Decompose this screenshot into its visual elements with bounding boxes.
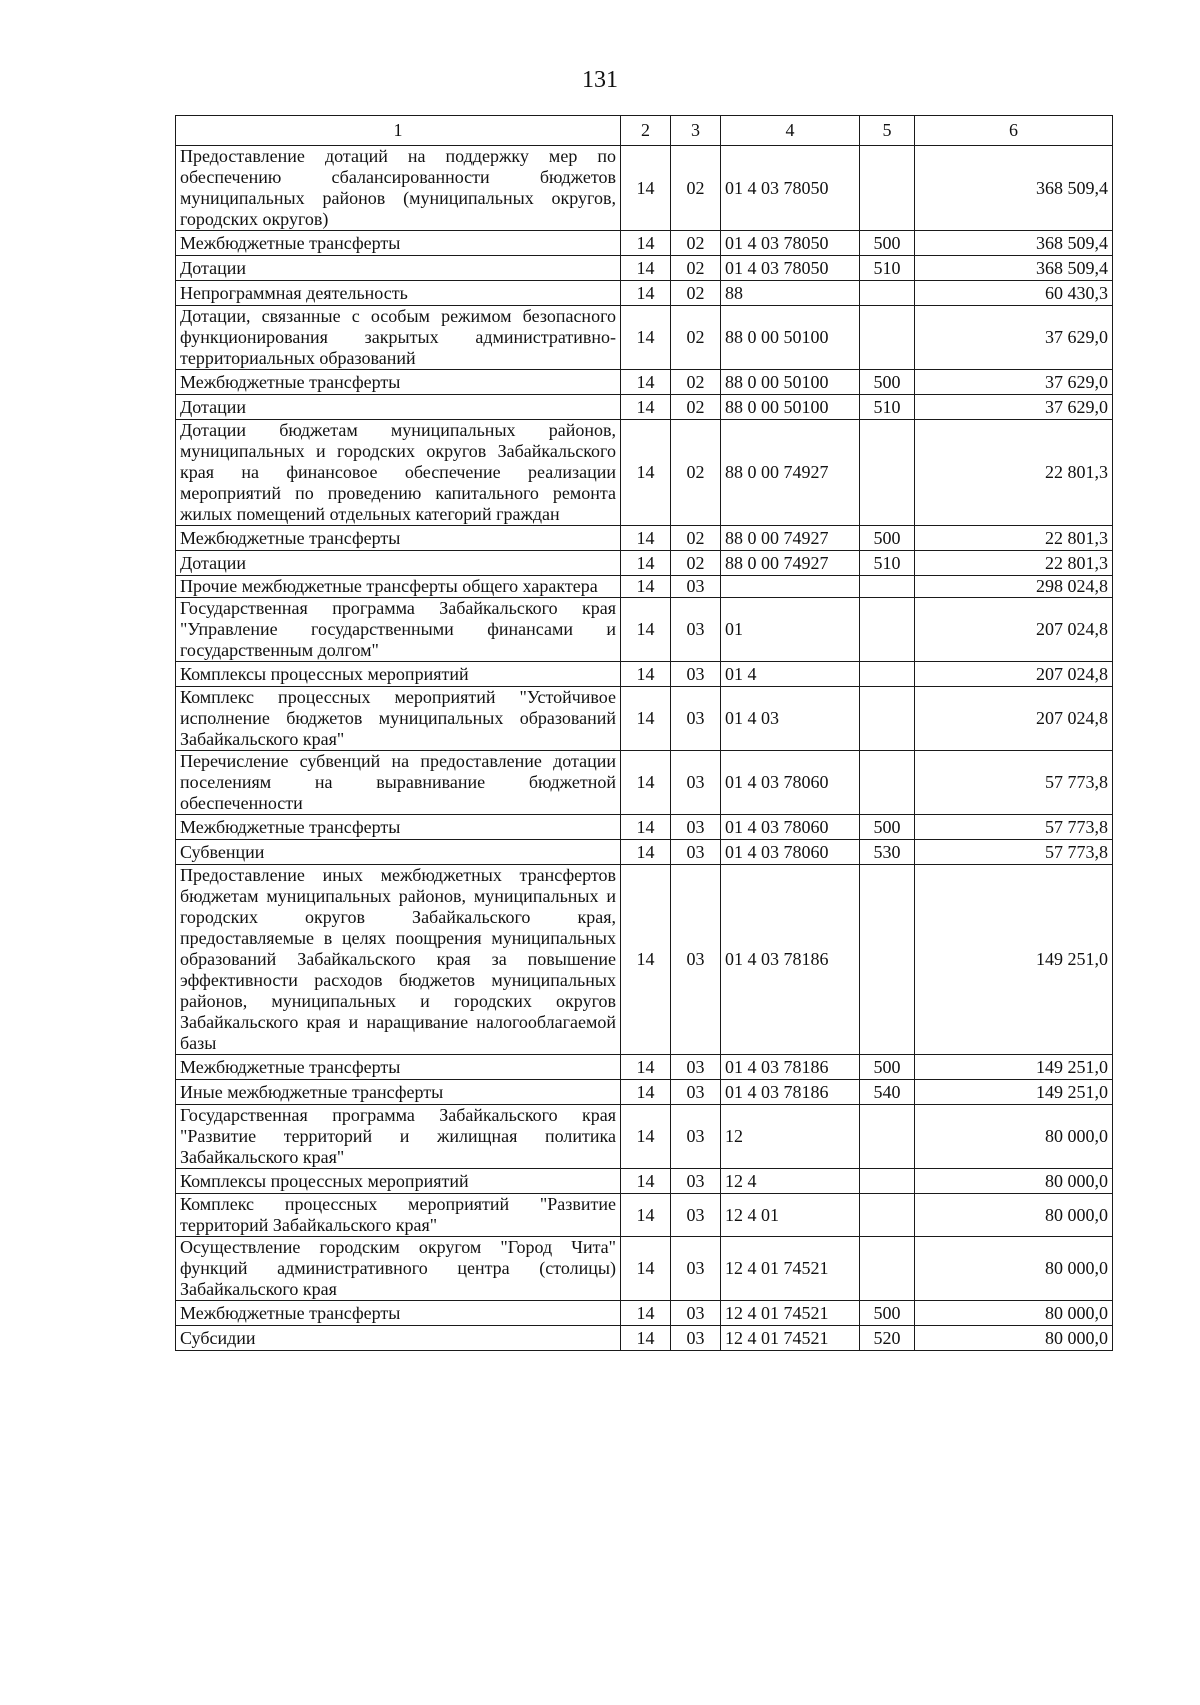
expense-type-code: 500 — [860, 815, 915, 840]
subsection-code: 03 — [671, 1194, 721, 1237]
section-code: 14 — [621, 1194, 671, 1237]
section-code: 14 — [621, 395, 671, 420]
subsection-code: 02 — [671, 370, 721, 395]
expense-type-code — [860, 598, 915, 662]
section-code: 14 — [621, 526, 671, 551]
amount: 80 000,0 — [915, 1194, 1113, 1237]
column-header: 3 — [671, 116, 721, 146]
expense-name: Комплексы процессных мероприятий — [176, 1169, 621, 1194]
subsection-code: 03 — [671, 1105, 721, 1169]
expense-type-code: 500 — [860, 526, 915, 551]
amount: 368 509,4 — [915, 256, 1113, 281]
expense-name: Дотации — [176, 256, 621, 281]
table-row — [176, 420, 1113, 526]
target-article-code: 12 4 01 74521 — [721, 1326, 860, 1351]
target-article-code: 01 — [721, 598, 860, 662]
target-article-code: 12 4 01 — [721, 1194, 860, 1237]
subsection-code: 03 — [671, 815, 721, 840]
amount: 368 509,4 — [915, 231, 1113, 256]
subsection-code: 03 — [671, 576, 721, 598]
subsection-code: 02 — [671, 395, 721, 420]
expense-type-code: 510 — [860, 395, 915, 420]
target-article-code: 88 0 00 50100 — [721, 306, 860, 370]
section-code: 14 — [621, 576, 671, 598]
target-article-code: 88 0 00 74927 — [721, 551, 860, 576]
amount: 80 000,0 — [915, 1237, 1113, 1301]
page-number: 131 — [582, 67, 618, 93]
section-code: 14 — [621, 815, 671, 840]
target-article-code: 12 — [721, 1105, 860, 1169]
section-code: 14 — [621, 865, 671, 1055]
table-row — [176, 395, 1113, 420]
expense-type-code — [860, 751, 915, 815]
subsection-code: 03 — [671, 1326, 721, 1351]
expense-name: Межбюджетные трансферты — [176, 231, 621, 256]
subsection-code: 03 — [671, 1055, 721, 1080]
expense-name: Межбюджетные трансферты — [176, 1055, 621, 1080]
amount: 60 430,3 — [915, 281, 1113, 306]
expense-name: Иные межбюджетные трансферты — [176, 1080, 621, 1105]
expense-type-code — [860, 306, 915, 370]
expense-name: Субсидии — [176, 1326, 621, 1351]
section-code: 14 — [621, 751, 671, 815]
table-row — [176, 687, 1113, 751]
amount: 207 024,8 — [915, 598, 1113, 662]
expense-type-code — [860, 1237, 915, 1301]
subsection-code: 02 — [671, 551, 721, 576]
table-row — [176, 1105, 1113, 1169]
table-row — [176, 598, 1113, 662]
amount: 57 773,8 — [915, 751, 1113, 815]
target-article-code: 01 4 03 78060 — [721, 815, 860, 840]
expense-type-code: 510 — [860, 551, 915, 576]
section-code: 14 — [621, 146, 671, 231]
expense-type-code: 520 — [860, 1326, 915, 1351]
expense-type-code — [860, 281, 915, 306]
table-row — [176, 815, 1113, 840]
subsection-code: 02 — [671, 281, 721, 306]
section-code: 14 — [621, 281, 671, 306]
expense-type-code — [860, 865, 915, 1055]
section-code: 14 — [621, 256, 671, 281]
subsection-code: 03 — [671, 662, 721, 687]
amount: 57 773,8 — [915, 815, 1113, 840]
expense-name: Межбюджетные трансферты — [176, 815, 621, 840]
expense-name: Дотации, связанные с особым режимом безопасного функционирования закрытых административно-территориальных образований — [176, 306, 621, 370]
expense-name: Предоставление иных межбюджетных трансфертов бюджетам муниципальных районов, муниципальных и городских округов Забайкальского края, предоставляемые в целях поощрения муниципальных образований Забайкальского края за повышение эффективности расходов бюджетов муниципальных районов, муниципальных и городских округов Забайкальского края и наращивание налогооблагаемой базы — [176, 865, 621, 1055]
table-row — [176, 840, 1113, 865]
column-header: 6 — [915, 116, 1113, 146]
section-code: 14 — [621, 1326, 671, 1351]
section-code: 14 — [621, 1169, 671, 1194]
section-code: 14 — [621, 306, 671, 370]
target-article-code: 88 0 00 74927 — [721, 420, 860, 526]
expense-name: Межбюджетные трансферты — [176, 1301, 621, 1326]
section-code: 14 — [621, 370, 671, 395]
expense-type-code: 510 — [860, 256, 915, 281]
table-row — [176, 1169, 1113, 1194]
amount: 368 509,4 — [915, 146, 1113, 231]
target-article-code: 88 0 00 74927 — [721, 526, 860, 551]
expense-type-code: 540 — [860, 1080, 915, 1105]
expense-name: Предоставление дотаций на поддержку мер по обеспечению сбалансированности бюджетов муниципальных районов (муниципальных округов, городских округов) — [176, 146, 621, 231]
table-row — [176, 865, 1113, 1055]
target-article-code: 12 4 01 74521 — [721, 1301, 860, 1326]
subsection-code: 03 — [671, 1080, 721, 1105]
expense-type-code — [860, 1194, 915, 1237]
table-row — [176, 751, 1113, 815]
table-row — [176, 1080, 1113, 1105]
table-row — [176, 256, 1113, 281]
amount: 80 000,0 — [915, 1105, 1113, 1169]
column-header: 1 — [176, 116, 621, 146]
expense-type-code — [860, 1169, 915, 1194]
table-row — [176, 146, 1113, 231]
section-code: 14 — [621, 687, 671, 751]
subsection-code: 02 — [671, 306, 721, 370]
target-article-code: 01 4 03 78050 — [721, 231, 860, 256]
budget-table — [175, 115, 1113, 1351]
subsection-code: 03 — [671, 687, 721, 751]
subsection-code: 02 — [671, 526, 721, 551]
target-article-code: 01 4 03 78050 — [721, 146, 860, 231]
amount: 149 251,0 — [915, 865, 1113, 1055]
expense-type-code — [860, 420, 915, 526]
table-row — [176, 551, 1113, 576]
table-row — [176, 662, 1113, 687]
expense-name: Комплексы процессных мероприятий — [176, 662, 621, 687]
table-row — [176, 370, 1113, 395]
expense-name: Дотации — [176, 395, 621, 420]
table-row — [176, 1301, 1113, 1326]
subsection-code: 03 — [671, 865, 721, 1055]
subsection-code: 03 — [671, 840, 721, 865]
amount: 149 251,0 — [915, 1055, 1113, 1080]
target-article-code: 01 4 03 78186 — [721, 865, 860, 1055]
table-row — [176, 1326, 1113, 1351]
expense-type-code: 530 — [860, 840, 915, 865]
subsection-code: 02 — [671, 256, 721, 281]
column-header: 4 — [721, 116, 860, 146]
target-article-code: 01 4 — [721, 662, 860, 687]
expense-name: Государственная программа Забайкальского края "Развитие территорий и жилищная политика Забайкальского края" — [176, 1105, 621, 1169]
section-code: 14 — [621, 1080, 671, 1105]
expense-name: Дотации — [176, 551, 621, 576]
section-code: 14 — [621, 840, 671, 865]
expense-type-code: 500 — [860, 1301, 915, 1326]
table-row — [176, 1194, 1113, 1237]
table-row — [176, 231, 1113, 256]
target-article-code: 01 4 03 78186 — [721, 1080, 860, 1105]
table-row — [176, 1055, 1113, 1080]
subsection-code: 02 — [671, 231, 721, 256]
table-row — [176, 306, 1113, 370]
amount: 57 773,8 — [915, 840, 1113, 865]
expense-type-code: 500 — [860, 1055, 915, 1080]
target-article-code — [721, 576, 860, 598]
expense-name: Государственная программа Забайкальского края "Управление государственными финансами и государственным долгом" — [176, 598, 621, 662]
amount: 22 801,3 — [915, 420, 1113, 526]
amount: 80 000,0 — [915, 1326, 1113, 1351]
amount: 80 000,0 — [915, 1169, 1113, 1194]
column-header: 2 — [621, 116, 671, 146]
target-article-code: 12 4 — [721, 1169, 860, 1194]
table-header-row — [176, 116, 1113, 146]
target-article-code: 12 4 01 74521 — [721, 1237, 860, 1301]
amount: 207 024,8 — [915, 662, 1113, 687]
expense-type-code — [860, 687, 915, 751]
section-code: 14 — [621, 1301, 671, 1326]
amount: 37 629,0 — [915, 370, 1113, 395]
target-article-code: 88 0 00 50100 — [721, 395, 860, 420]
amount: 37 629,0 — [915, 306, 1113, 370]
expense-name: Субвенции — [176, 840, 621, 865]
target-article-code: 01 4 03 — [721, 687, 860, 751]
table-row — [176, 526, 1113, 551]
subsection-code: 03 — [671, 598, 721, 662]
expense-type-code — [860, 576, 915, 598]
expense-name: Комплекс процессных мероприятий "Устойчивое исполнение бюджетов муниципальных образований Забайкальского края" — [176, 687, 621, 751]
amount: 80 000,0 — [915, 1301, 1113, 1326]
column-header: 5 — [860, 116, 915, 146]
section-code: 14 — [621, 420, 671, 526]
subsection-code: 02 — [671, 420, 721, 526]
subsection-code: 02 — [671, 146, 721, 231]
expense-name: Комплекс процессных мероприятий "Развитие территорий Забайкальского края" — [176, 1194, 621, 1237]
expense-type-code: 500 — [860, 370, 915, 395]
expense-name: Дотации бюджетам муниципальных районов, муниципальных и городских округов Забайкальского края на финансовое обеспечение реализации мероприятий по проведению капитального ремонта жилых помещений отдельных категорий граждан — [176, 420, 621, 526]
amount: 22 801,3 — [915, 526, 1113, 551]
section-code: 14 — [621, 551, 671, 576]
target-article-code: 01 4 03 78050 — [721, 256, 860, 281]
section-code: 14 — [621, 231, 671, 256]
section-code: 14 — [621, 1105, 671, 1169]
table-row — [176, 576, 1113, 598]
expense-type-code — [860, 662, 915, 687]
section-code: 14 — [621, 1055, 671, 1080]
target-article-code: 01 4 03 78186 — [721, 1055, 860, 1080]
amount: 37 629,0 — [915, 395, 1113, 420]
section-code: 14 — [621, 598, 671, 662]
amount: 22 801,3 — [915, 551, 1113, 576]
target-article-code: 88 — [721, 281, 860, 306]
amount: 207 024,8 — [915, 687, 1113, 751]
target-article-code: 88 0 00 50100 — [721, 370, 860, 395]
expense-name: Прочие межбюджетные трансферты общего характера — [176, 576, 621, 598]
table-row — [176, 1237, 1113, 1301]
target-article-code: 01 4 03 78060 — [721, 751, 860, 815]
amount: 149 251,0 — [915, 1080, 1113, 1105]
expense-type-code — [860, 1105, 915, 1169]
table-row — [176, 281, 1113, 306]
subsection-code: 03 — [671, 1169, 721, 1194]
subsection-code: 03 — [671, 1237, 721, 1301]
expense-name: Осуществление городским округом "Город Чита" функций административного центра (столицы) Забайкальского края — [176, 1237, 621, 1301]
expense-name: Межбюджетные трансферты — [176, 526, 621, 551]
expense-type-code — [860, 146, 915, 231]
expense-name: Непрограммная деятельность — [176, 281, 621, 306]
amount: 298 024,8 — [915, 576, 1113, 598]
subsection-code: 03 — [671, 751, 721, 815]
expense-name: Межбюджетные трансферты — [176, 370, 621, 395]
expense-name: Перечисление субвенций на предоставление дотации поселениям на выравнивание бюджетной обеспеченности — [176, 751, 621, 815]
target-article-code: 01 4 03 78060 — [721, 840, 860, 865]
subsection-code: 03 — [671, 1301, 721, 1326]
section-code: 14 — [621, 662, 671, 687]
section-code: 14 — [621, 1237, 671, 1301]
expense-type-code: 500 — [860, 231, 915, 256]
